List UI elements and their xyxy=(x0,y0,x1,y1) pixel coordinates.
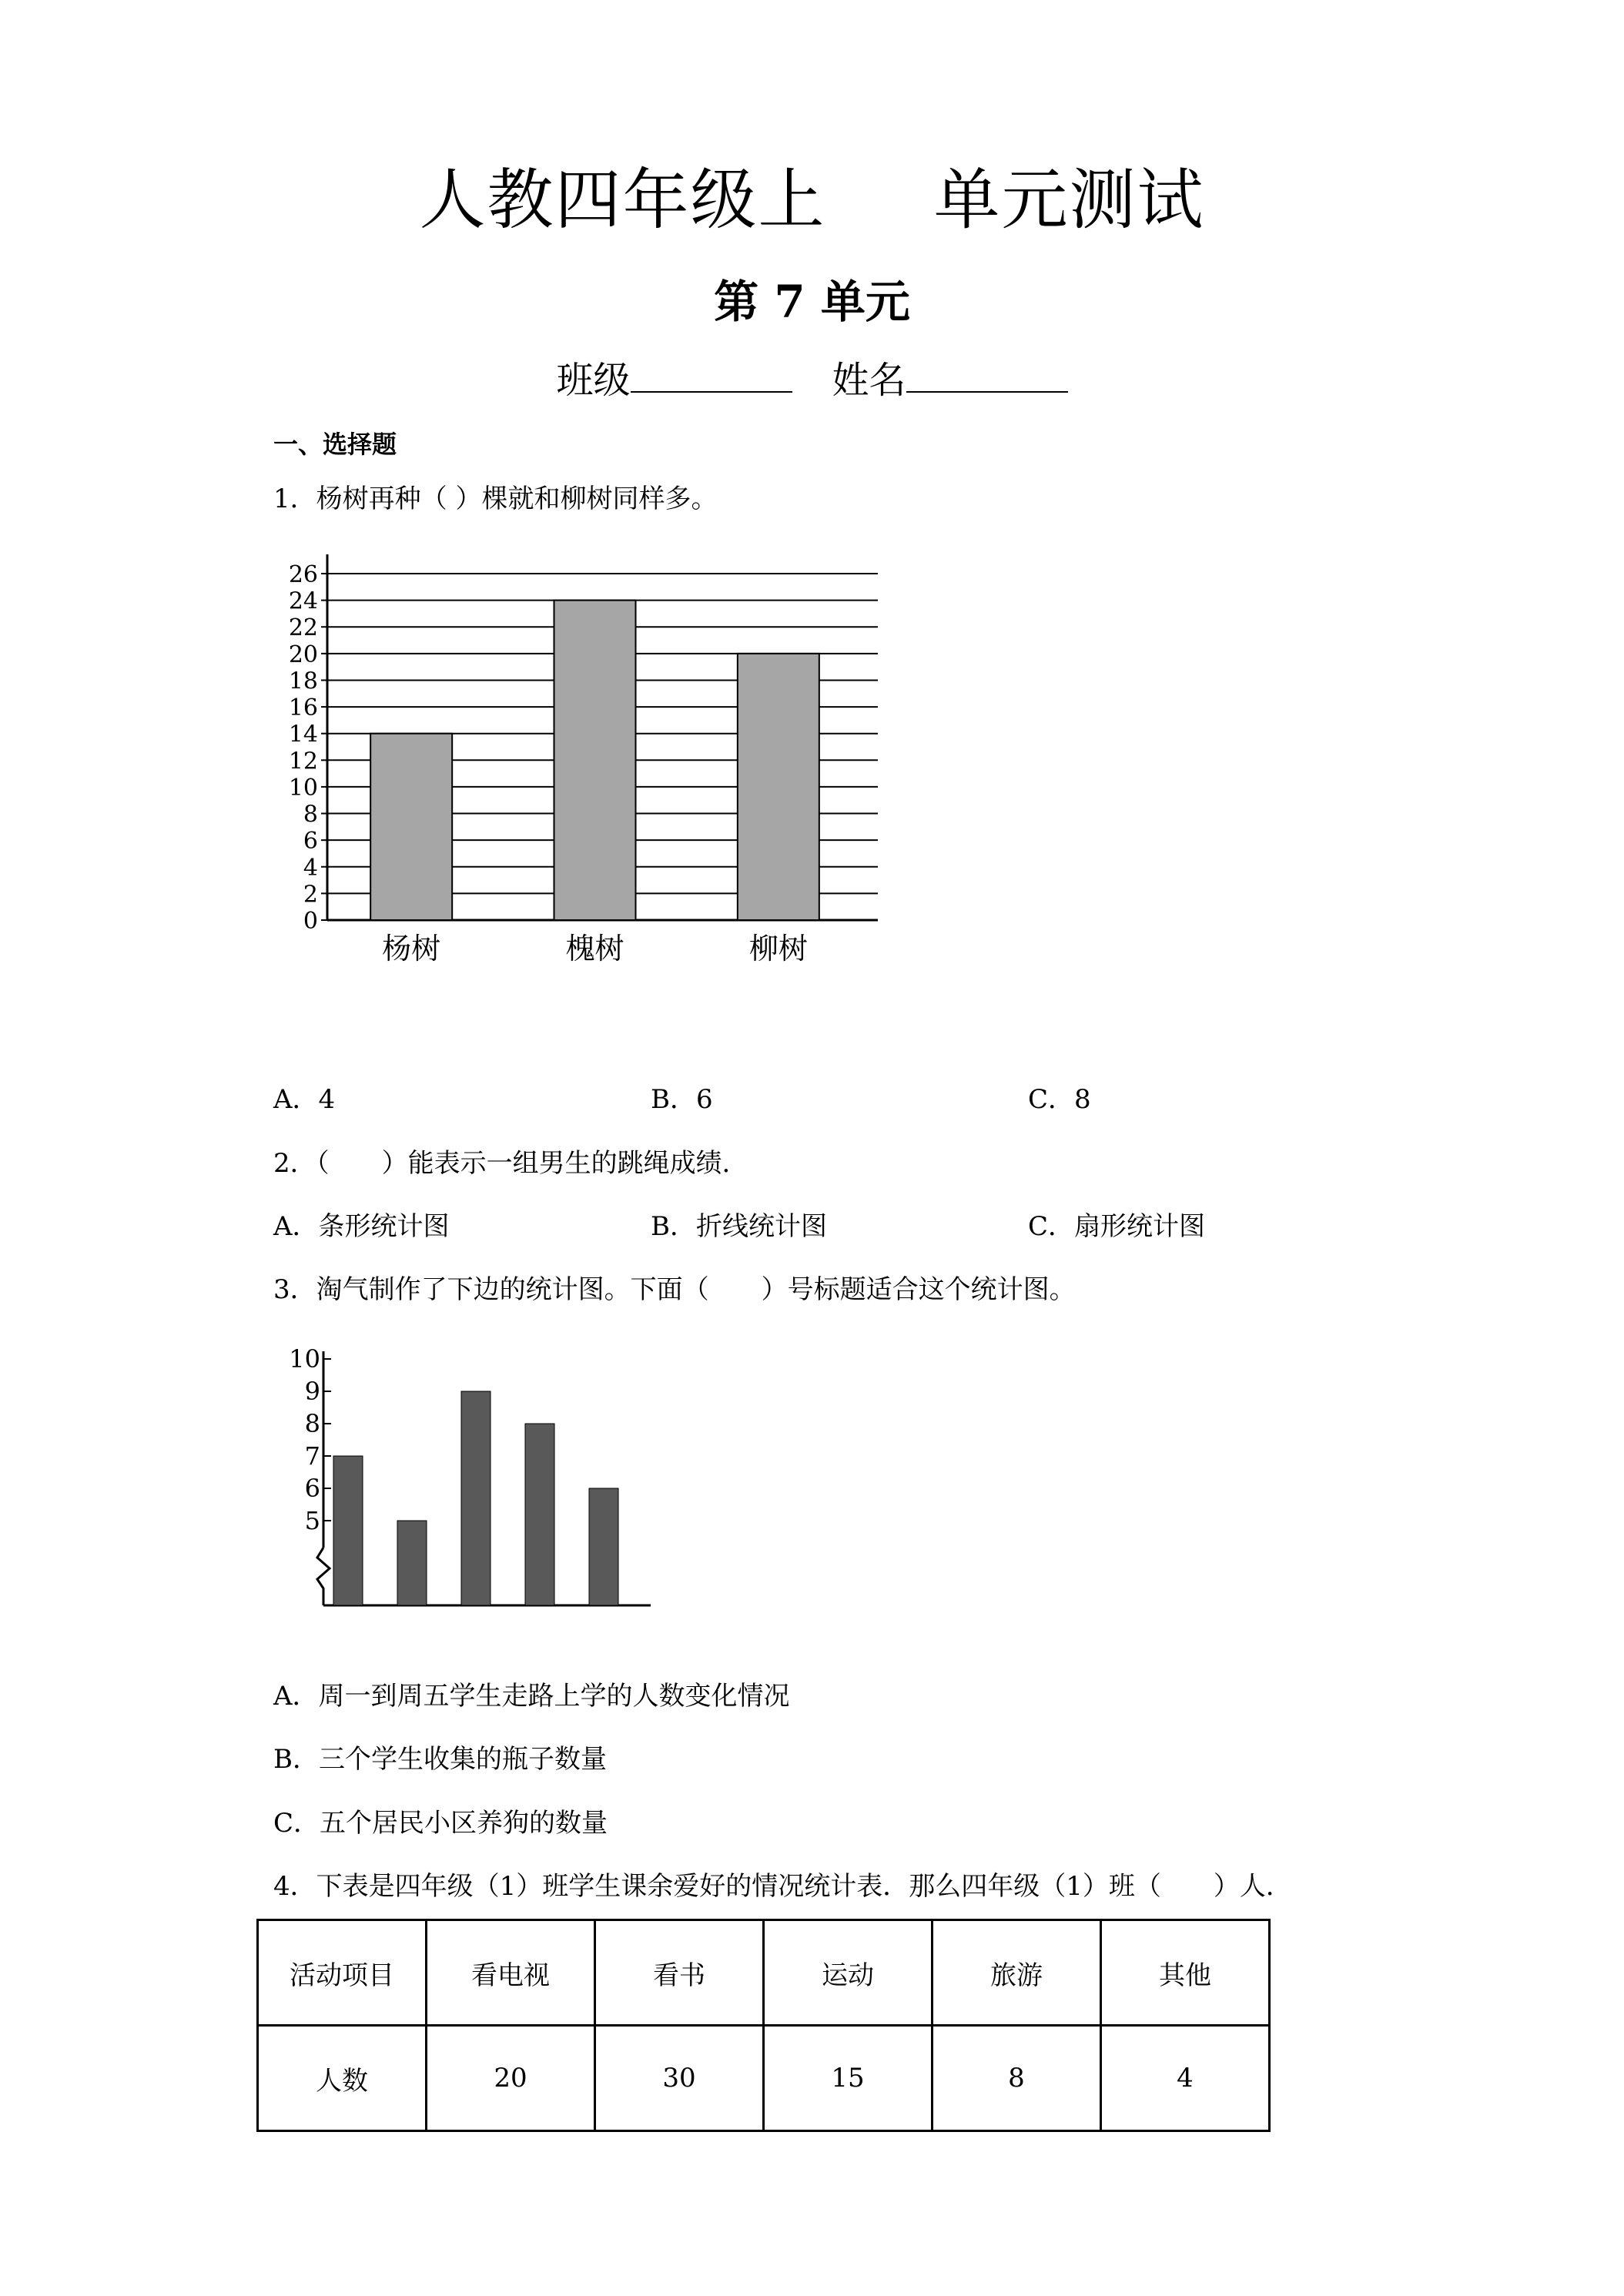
title-right: 单元测试 xyxy=(933,162,1205,239)
question-3-text: 3．淘气制作了下边的统计图。下面（ ）号标题适合这个统计图。 xyxy=(273,1274,1076,1305)
question-3-option-c[interactable]: C．五个居民小区养狗的数量 xyxy=(273,1808,608,1839)
y-tick-label: 2 xyxy=(303,881,318,909)
table-cell: 30 xyxy=(595,2026,764,2131)
y-tick-label: 6 xyxy=(303,828,318,855)
axis-break xyxy=(317,1548,330,1605)
chart-2 xyxy=(277,1344,678,1628)
question-1-text: 1．杨树再种（ ）棵就和柳树同样多。 xyxy=(273,484,718,514)
question-1-option-c[interactable]: C．8 xyxy=(1028,1084,1091,1115)
y-tick-label: 8 xyxy=(304,1409,320,1438)
y-tick-label: 18 xyxy=(288,668,318,695)
name-label: 姓名 xyxy=(832,359,906,402)
class-blank[interactable] xyxy=(631,360,792,393)
table-cell: 其他 xyxy=(1101,1920,1270,2026)
y-tick-label: 10 xyxy=(288,774,318,802)
student-info-line xyxy=(0,350,1624,403)
question-1-option-a[interactable]: A．4 xyxy=(273,1084,336,1115)
bar xyxy=(525,1424,554,1605)
x-category-label: 杨树 xyxy=(382,932,441,966)
class-label: 班级 xyxy=(556,359,631,402)
section-heading: 一、选择题 xyxy=(273,430,397,459)
table-cell: 人数 xyxy=(258,2026,427,2131)
table-cell: 看书 xyxy=(595,1920,764,2026)
table-cell: 活动项目 xyxy=(258,1920,427,2026)
y-tick-label: 20 xyxy=(288,641,318,668)
y-tick-label: 14 xyxy=(288,721,318,748)
y-tick-label: 26 xyxy=(288,561,318,588)
y-tick-label: 7 xyxy=(304,1441,320,1471)
question-2-option-b[interactable]: B．折线统计图 xyxy=(651,1211,827,1242)
question-2-option-c[interactable]: C．扇形统计图 xyxy=(1028,1211,1206,1242)
table-cell: 15 xyxy=(764,2026,933,2131)
bar xyxy=(461,1391,491,1605)
name-blank[interactable] xyxy=(906,360,1068,393)
y-tick-label: 6 xyxy=(304,1474,320,1503)
y-tick-label: 5 xyxy=(304,1506,320,1535)
bar xyxy=(738,654,819,920)
unit-subtitle: 第 7 单元 xyxy=(714,276,910,328)
bar xyxy=(554,601,636,920)
y-tick-label: 12 xyxy=(288,748,318,775)
table-cell: 4 xyxy=(1101,2026,1270,2131)
x-category-label: 槐树 xyxy=(565,932,624,966)
bar xyxy=(333,1456,363,1605)
question-4-text: 4．下表是四年级（1）班学生课余爱好的情况统计表．那么四年级（1）班（ ）人． xyxy=(273,1871,1292,1902)
question-3-option-b[interactable]: B．三个学生收集的瓶子数量 xyxy=(273,1744,607,1775)
question-3-option-a[interactable]: A．周一到周五学生走路上学的人数变化情况 xyxy=(273,1681,790,1712)
table-cell: 旅游 xyxy=(933,1920,1101,2026)
bar xyxy=(370,734,452,920)
y-tick-label: 4 xyxy=(303,854,318,882)
hobby-stat-table xyxy=(256,1919,1271,2132)
y-tick-label: 9 xyxy=(304,1377,320,1406)
y-tick-label: 10 xyxy=(289,1344,320,1374)
page-title xyxy=(0,146,1624,242)
y-tick-label: 0 xyxy=(303,908,318,935)
table-cell: 8 xyxy=(933,2026,1101,2131)
question-1-option-b[interactable]: B．6 xyxy=(651,1084,713,1115)
title-left: 人教四年级上 xyxy=(419,162,826,239)
table-cell: 运动 xyxy=(764,1920,933,2026)
table-header-row xyxy=(258,1920,1270,2026)
y-tick-label: 22 xyxy=(288,614,318,642)
bar xyxy=(397,1521,427,1605)
chart-1 xyxy=(277,535,893,982)
table-cell: 看电视 xyxy=(427,1920,595,2026)
table-row xyxy=(258,2026,1270,2131)
y-tick-label: 16 xyxy=(288,694,318,722)
question-2-option-a[interactable]: A．条形统计图 xyxy=(273,1211,450,1242)
y-tick-label: 8 xyxy=(303,801,318,828)
x-category-label: 柳树 xyxy=(748,932,808,966)
bar xyxy=(589,1488,618,1605)
question-2-text: 2．（ ）能表示一组男生的跳绳成绩． xyxy=(273,1148,748,1179)
y-tick-label: 24 xyxy=(288,587,318,615)
table-cell: 20 xyxy=(427,2026,595,2131)
